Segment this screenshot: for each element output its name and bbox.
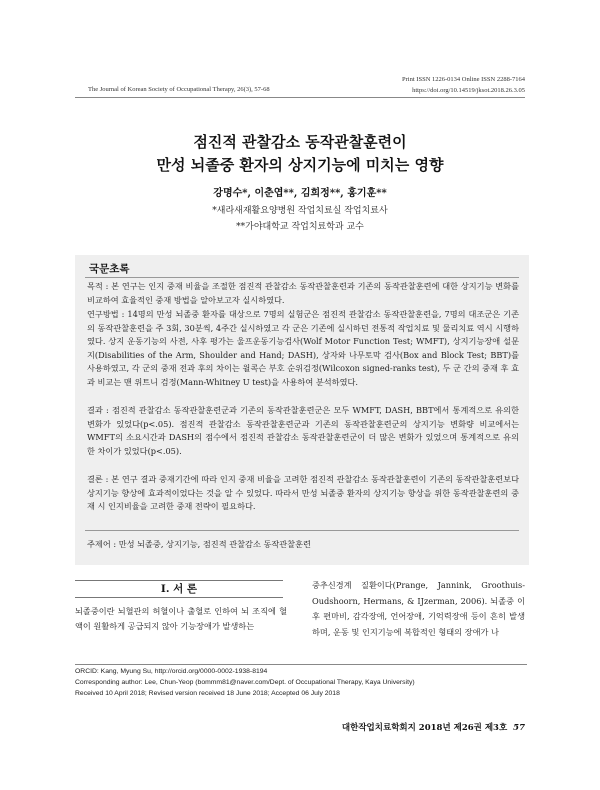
keywords-divider: [85, 530, 519, 531]
abstract-purpose: 목적 : 본 연구는 인지 중재 비율을 조절한 점진적 관찰감소 동작관찰훈련과 기존의 동작관찰훈련에 대한 상지기능 변화를 비교하여 효율적인 중재 방법을 알아보고자 실시하였다.: [87, 281, 519, 305]
abstract-methods: 연구방법 : 14명의 만성 뇌졸중 환자를 대상으로 7명의 실험군은 점진적 관찰감소 동작관찰훈련을, 7명의 대조군은 기존의 동작관찰훈련을 주 3회, 30분씩, 4주간 실시하였고 각 군은 기존에 실시하던 전통적 작업치료 및 물리치료 역시 시행하였다. 상지 운동기능의 사전, 사후 평가는 울프운동기능검사(Wolf Motor Function Test; WMFT), 상지기능장애 설문지(Disabilities of the Arm, Shoulder and Hand; DASH), 상자와 나무토막 검사(Box and Block Test; BBT)를 사용하였고, 각 군의 중재 전과 후의 차이는 윌콕슨 부호 순위검정(Wilcoxon signed-ranks test), 두 군 간의 중재 후 효과 비교는 맨 위트니 검정(Mann-Whitney U test)을 사용하여 분석하였다.: [87, 309, 519, 387]
page-number: 57: [513, 723, 525, 733]
footer-journal: 대한작업치료학회지 2018년 제26권 제3호: [341, 723, 508, 733]
title-line-2: 만성 뇌졸중 환자의 상지기능에 미치는 영향: [156, 156, 444, 174]
keywords: 주제어 : 만성 뇌졸중, 상지기능, 점진적 관찰감소 동작관찰훈련: [87, 539, 311, 549]
abstract-results: 결과 : 점진적 관찰감소 동작관찰훈련군과 기존의 동작관찰훈련군은 모두 WMFT, DASH, BBT에서 통계적으로 유의한 변화가 있었다(p<.05). 점진적 관찰감소 동작관찰훈련군과 기존의 동작관찰훈련군의 상지기능 변화량 비교에서는 WMFT의 소요시간과 DASH의 점수에서 점진적 관찰감소 동작관찰훈련군이 더 많은 변화가 있었으며 통계적으로 유의한 차이가 있었다(p<.05).: [87, 405, 519, 456]
doi-link[interactable]: https://doi.org/10.14519/jksot.2018.26.3.05: [412, 87, 525, 94]
header-divider: [75, 97, 525, 98]
abstract-conclusion: 결론 : 본 연구 결과 중재기간에 따라 인지 중재 비율을 고려한 점진적 관찰감소 동작관찰훈련이 기존의 동작관찰훈련보다 상지기능 향상에 효과적이었다는 것을 알 수 있었다. 따라서 만성 뇌졸중 환자의 상지기능 향상을 위한 동작관찰훈련의 중재 시 인지비율을 고려한 중재 전략이 필요하다.: [87, 474, 519, 511]
received-dates-note: Received 10 April 2018; Revised version received 18 June 2018; Accepted 06 July 2018: [75, 690, 340, 697]
abstract-box: [75, 255, 529, 565]
page-footer: [342, 721, 525, 733]
issn-line: Print ISSN 1226-0134 Online ISSN 2288-7164: [402, 76, 525, 83]
intro-left-column: 뇌졸중이란 뇌혈관의 허혈이나 출혈로 인하여 뇌 조직에 혈액이 원활하게 공급되지 않아 기능장애가 발생하는: [75, 606, 287, 631]
affiliation-1: *새라새재활요양병원 작업치료실 작업치료사: [212, 206, 388, 216]
footnote-divider: [75, 664, 527, 665]
orcid-note[interactable]: ORCID: Kang, Myung Su, http://orcid.org/0000-0002-1938-8194: [75, 668, 268, 675]
affiliation-2: **가야대학교 작업치료학과 교수: [236, 222, 364, 232]
footnotes: [75, 666, 527, 699]
author-list: 강명수*, 이춘엽**, 김희정**, 홍기훈**: [213, 188, 387, 199]
journal-citation: The Journal of Korean Society of Occupational Therapy, 26(3), 57-68: [88, 86, 270, 93]
intro-right-column: 중추신경계 질환이다(Prange, Jannink, Groothuis-Oudshoorn, Hermans, & IJzerman, 2006). 뇌졸중 이후 편마비, 감각장애, 언어장애, 기억력장애 등이 흔히 발생하며, 운동 및 인지기능에 복합적인 형태의 장애가 나: [312, 580, 525, 637]
abstract-heading: 국문초록: [89, 263, 130, 275]
title-line-1: 점진적 관찰감소 동작관찰훈련이: [193, 133, 407, 151]
corresponding-author-note: Corresponding author: Lee, Chun-Yeop (bommm81@naver.com/Dept. of Occupational Therapy, Kaya University): [75, 679, 415, 686]
abstract-divider: [85, 277, 519, 278]
header-right: [402, 74, 525, 96]
section-heading-introduction: I. 서 론: [75, 580, 283, 598]
